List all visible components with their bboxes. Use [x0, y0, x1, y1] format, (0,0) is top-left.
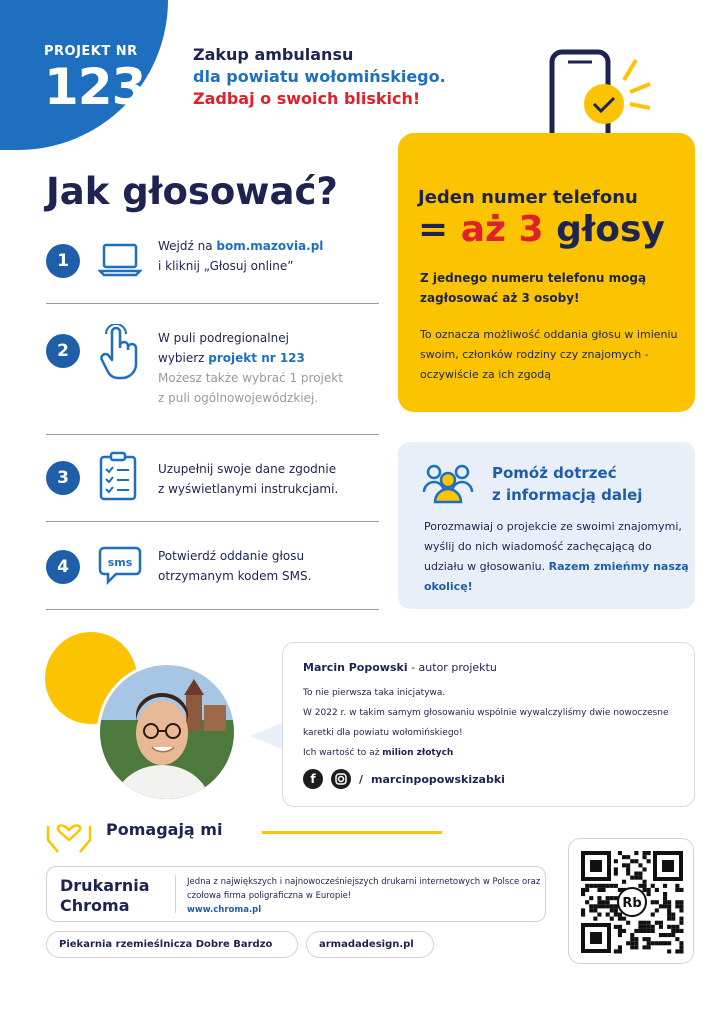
quote-line: Ich wartość to aż	[303, 748, 383, 758]
quote-highlight: milion złotych	[382, 748, 454, 758]
step-text	[158, 236, 323, 276]
step-number: 1	[46, 244, 80, 278]
step-3	[46, 435, 379, 522]
step-text-line: z wyświetlanymi instrukcjami.	[158, 482, 339, 496]
votes-word: głosy	[556, 209, 665, 250]
step-text-line: Potwierdź oddanie głosu	[158, 549, 305, 563]
spread-cta: Razem zmieńmy naszą okolicę!	[424, 560, 689, 593]
headline-line-1: Zakup ambulansu	[193, 45, 354, 64]
qr-code[interactable]	[568, 838, 694, 964]
step-text-prefix: wybierz	[158, 351, 209, 365]
how-to-vote-title: Jak głosować?	[46, 170, 338, 213]
author-avatar	[97, 662, 237, 802]
step-text-line: otrzymanym kodem SMS.	[158, 569, 312, 583]
sponsor-link[interactable]: www.chroma.pl	[187, 905, 262, 915]
author-name-line	[303, 661, 497, 674]
spread-title-line: z informacją dalej	[492, 486, 643, 504]
checklist-icon	[98, 451, 138, 501]
step-number: 2	[46, 334, 80, 368]
votes-heading: Jeden numer telefonu	[418, 187, 638, 208]
hand-pointer-icon	[98, 324, 142, 380]
sms-icon	[98, 546, 142, 586]
step-4	[46, 522, 379, 610]
project-highlight: projekt nr 123	[208, 351, 305, 365]
spread-title-line: Pomóż dotrzeć	[492, 464, 617, 482]
sms-icon-label: sms	[107, 556, 133, 569]
people-group-icon	[422, 460, 474, 504]
spread-info-box	[398, 442, 695, 609]
votes-number: aż 3	[460, 209, 544, 250]
votes-bold-text: Z jednego numeru telefonu mogą zagłosować aż 3 osoby!	[420, 271, 647, 305]
votes-count	[418, 209, 665, 250]
votes-info-box	[398, 133, 695, 412]
author-quote-box	[282, 642, 695, 807]
facebook-icon[interactable]: f	[303, 769, 323, 789]
sponsor-desc-text: Jedna z największych i najnowocześniejszych drukarni internetowych w Polsce oraz czołowa firma poligraficzna w Europie!	[187, 877, 541, 901]
step-2	[46, 304, 379, 435]
author-role: - autor projektu	[407, 661, 497, 674]
author-name: Marcin Popowski	[303, 661, 408, 674]
author-social	[303, 769, 505, 789]
helper-pill: Piekarnia rzemieślnicza Dobre Bardzo	[46, 931, 298, 958]
step-text	[158, 328, 343, 408]
quote-line: W 2022 r. w takim samym głosowaniu wspólnie wywalczyliśmy dwie nowoczesne karetki dla powiatu wołomińskiego!	[303, 708, 669, 738]
project-label: PROJEKT NR	[44, 44, 138, 59]
step-number: 3	[46, 461, 80, 495]
spread-text	[424, 517, 689, 597]
social-separator: /	[359, 772, 364, 786]
step-note: z puli ogólnowojewódzkiej.	[158, 391, 319, 405]
laptop-icon	[98, 242, 142, 278]
social-handle[interactable]: marcinpopowskizabki	[371, 772, 505, 786]
step-1	[46, 228, 379, 304]
helpers-divider	[262, 831, 442, 834]
vote-site-link[interactable]: bom.mazovia.pl	[216, 239, 324, 253]
step-text-prefix: Wejdź na	[158, 239, 217, 253]
spread-title	[492, 462, 642, 506]
speech-bubble-tip	[250, 722, 284, 750]
votes-small-text: To oznacza możliwość oddania głosu w imieniu swoim, członków rodziny czy znajomych - oczywiście za ich zgodą	[420, 328, 678, 381]
sponsor-name: Drukarnia Chroma	[60, 876, 150, 915]
sponsor-description	[187, 875, 542, 917]
step-number: 4	[46, 550, 80, 584]
helping-hands-heart-icon	[44, 810, 94, 854]
step-text	[158, 546, 311, 586]
helper-pill: armadadesign.pl	[306, 931, 434, 958]
project-number: 123	[44, 58, 146, 116]
sponsor-divider	[175, 875, 176, 913]
helpers-title: Pomagają mi	[106, 820, 223, 839]
spread-body: Porozmawiaj o projekcie ze swoimi znajomymi, wyślij do nich wiadomość zachęcającą do udziału w głosowaniu.	[424, 520, 682, 573]
instagram-icon[interactable]	[331, 769, 351, 789]
sponsor-card	[46, 866, 546, 922]
step-text-line: Uzupełnij swoje dane zgodnie	[158, 462, 337, 476]
headline-line-2: dla powiatu wołomińskiego.	[193, 67, 446, 86]
qr-code-pattern	[569, 839, 695, 965]
author-photo	[100, 665, 237, 802]
quote-line: To nie pierwsza taka inicjatywa.	[303, 688, 446, 698]
step-text-line: W puli podregionalnej	[158, 331, 289, 345]
author-quote	[303, 683, 688, 763]
step-text	[158, 459, 338, 499]
equals-sign: =	[418, 209, 449, 250]
step-note: Możesz także wybrać 1 projekt	[158, 371, 343, 385]
qr-center-logo: Rb	[622, 896, 642, 911]
step-text-line: i kliknij „Głosuj online”	[158, 259, 294, 273]
headline-line-3: Zadbaj o swoich bliskich!	[193, 89, 421, 108]
